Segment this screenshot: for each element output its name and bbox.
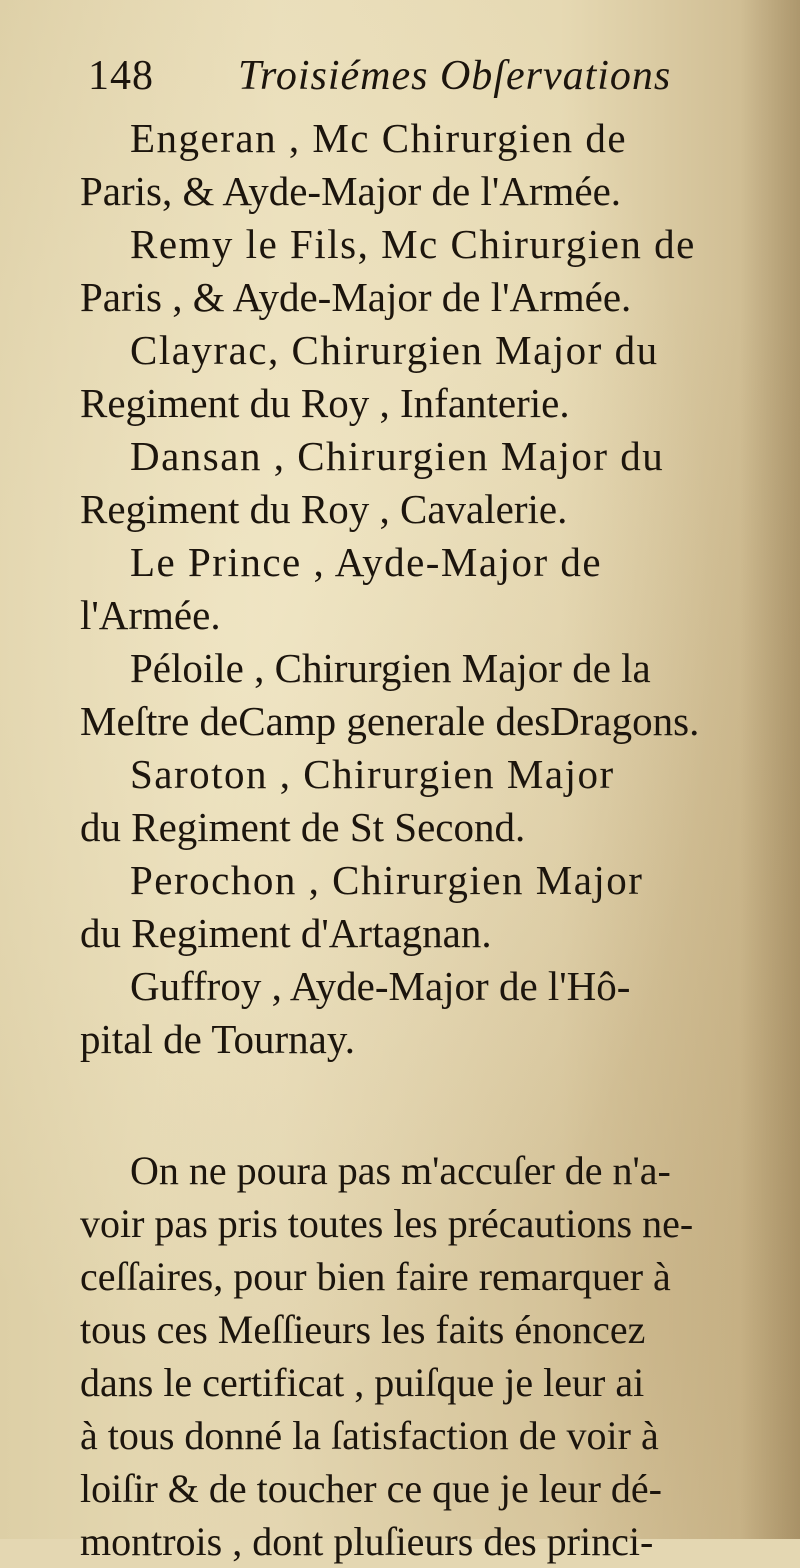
entry-remy	[80, 218, 760, 324]
entry-line: Remy le Fils, Mc Chirurgien de	[130, 221, 696, 267]
entry-line: l'Armée.	[80, 592, 221, 638]
entry-line: Meſtre deCamp generale desDragons.	[80, 698, 700, 744]
page-number: 148	[88, 53, 154, 99]
entry-clayrac	[80, 324, 760, 430]
entry-line: Regiment du Roy , Cavalerie.	[80, 486, 568, 532]
paragraph-line: ceſſaires, pour bien faire remarquer à	[80, 1254, 671, 1299]
paragraph-line: On ne poura pas m'accuſer de n'a-	[130, 1148, 671, 1193]
entry-line: Paris, & Ayde-Major de l'Armée.	[80, 168, 622, 214]
entry-peloile	[80, 642, 760, 748]
text-block	[80, 112, 760, 1568]
running-head	[88, 52, 778, 112]
running-title: Troisiémes Obſervations	[238, 53, 672, 99]
entry-line: Clayrac, Chirurgien Major du	[130, 327, 659, 373]
entry-saroton	[80, 748, 760, 854]
entry-line: Perochon , Chirurgien Major	[130, 857, 644, 903]
entry-line: Dansan , Chirurgien Major du	[130, 433, 665, 479]
paragraph-line: voir pas pris toutes les précautions ne-	[80, 1201, 694, 1246]
paragraph-gap	[80, 1066, 760, 1144]
entry-line: Engeran , Mc Chirurgien de	[130, 115, 628, 161]
body-paragraph	[80, 1144, 760, 1568]
paragraph-line: dans le certificat , puiſque je leur ai	[80, 1360, 645, 1405]
paragraph-line: tous ces Meſſieurs les faits énoncez	[80, 1307, 646, 1352]
paragraph-line: loiſir & de toucher ce que je leur dé-	[80, 1466, 662, 1511]
entry-perochon	[80, 854, 760, 960]
entry-line: du Regiment de St Second.	[80, 804, 526, 850]
entry-line: du Regiment d'Artagnan.	[80, 910, 492, 956]
entry-line: Péloile , Chirurgien Major de la	[130, 645, 651, 691]
entry-line: pital de Tournay.	[80, 1016, 355, 1062]
entry-dansan	[80, 430, 760, 536]
entry-line: Regiment du Roy , Infanterie.	[80, 380, 570, 426]
entry-guffroy	[80, 960, 760, 1066]
entry-line: Guffroy , Ayde-Major de l'Hô-	[130, 963, 631, 1009]
entry-engeran	[80, 112, 760, 218]
entry-line: Le Prince , Ayde-Major de	[130, 539, 603, 585]
entry-line: Saroton , Chirurgien Major	[130, 751, 615, 797]
paragraph-line: à tous donné la ſatisfaction de voir à	[80, 1413, 659, 1458]
paragraph-line: montrois , dont pluſieurs des princi-	[80, 1519, 654, 1564]
entry-le-prince	[80, 536, 760, 642]
entry-line: Paris , & Ayde-Major de l'Armée.	[80, 274, 632, 320]
